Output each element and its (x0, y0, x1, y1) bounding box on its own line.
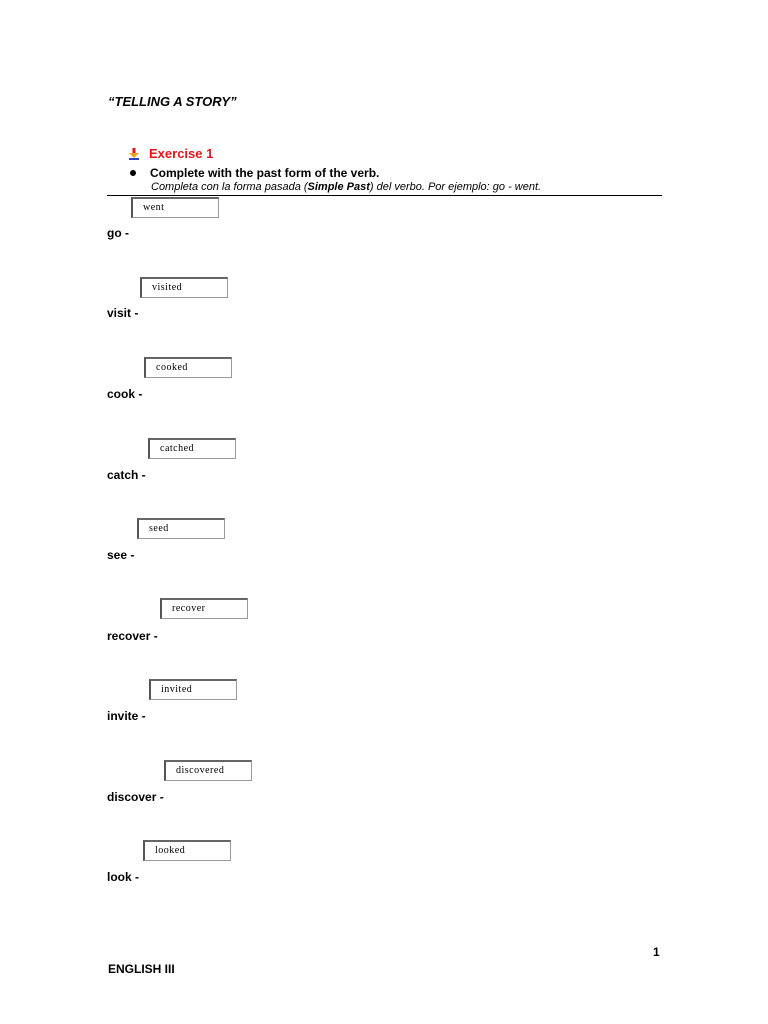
answer-field-invite[interactable]: invited (149, 679, 237, 700)
verb-label-see: see - (107, 548, 135, 562)
answer-field-see[interactable]: seed (137, 518, 225, 539)
verb-label-discover: discover - (107, 790, 164, 804)
exercise-label: Exercise 1 (149, 146, 214, 161)
verb-label-invite: invite - (107, 709, 146, 723)
instruction-subtitle: Completa con la forma pasada (Simple Past) del verbo. Por ejemplo: go - went. (151, 181, 542, 193)
answer-field-go[interactable]: went (131, 197, 219, 218)
exercise-heading (128, 146, 213, 161)
verb-label-cook: cook - (107, 387, 143, 401)
arrow-bullet-icon (128, 148, 140, 160)
verb-label-catch: catch - (107, 468, 146, 482)
divider-line (107, 195, 662, 196)
answer-field-recover[interactable]: recover (160, 598, 248, 619)
verb-label-go: go - (107, 226, 129, 240)
document-title: “TELLING A STORY” (108, 94, 237, 109)
page-number: 1 (653, 945, 660, 959)
answer-field-discover[interactable]: discovered (164, 760, 252, 781)
instruction-row (128, 166, 379, 180)
answer-field-cook[interactable]: cooked (144, 357, 232, 378)
answer-field-catch[interactable]: catched (148, 438, 236, 459)
instruction-text: Complete with the past form of the verb. (150, 166, 380, 180)
verb-label-recover: recover - (107, 629, 158, 643)
verb-label-visit: visit - (107, 306, 139, 320)
footer-text: ENGLISH III (108, 962, 175, 976)
answer-field-visit[interactable]: visited (140, 277, 228, 298)
answer-field-look[interactable]: looked (143, 840, 231, 861)
verb-label-look: look - (107, 870, 139, 884)
bullet-icon (130, 170, 136, 176)
